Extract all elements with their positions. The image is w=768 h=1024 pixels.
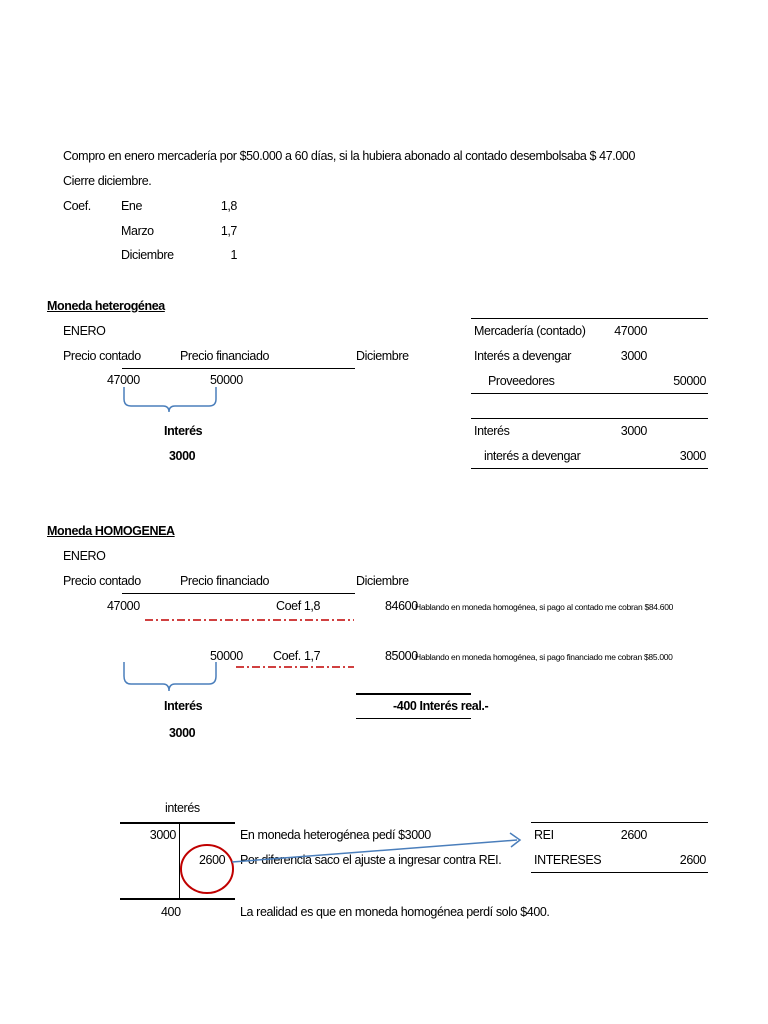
- journal-debit: 47000: [614, 324, 647, 338]
- coef-value: 1,7: [220, 224, 237, 238]
- note-financiado: Hablando en moneda homogénea, si pago financiado me cobran $85.000: [415, 652, 673, 662]
- journal-account: Interés: [474, 424, 510, 438]
- precio-financiado-label: Precio financiado: [180, 349, 270, 363]
- section-title-heterogenea: Moneda heterogénea: [47, 299, 165, 313]
- precio-contado-label: Precio contado: [63, 574, 141, 588]
- t-account-title: interés: [165, 801, 200, 815]
- month-label: ENERO: [63, 549, 106, 563]
- coef-month: Diciembre: [121, 248, 174, 262]
- journal-credit: 50000: [673, 374, 706, 388]
- precio-financiado-label: Precio financiado: [180, 574, 270, 588]
- journal-debit: 3000: [620, 424, 647, 438]
- t-account-debit: 3000: [149, 828, 176, 842]
- interes-value: 3000: [169, 449, 196, 463]
- financiado-value: 50000: [210, 373, 243, 387]
- interes-value: 3000: [169, 726, 196, 740]
- t-account-credit: 2600: [199, 853, 226, 867]
- interes-label: Interés: [164, 424, 203, 438]
- interest-brace: [124, 662, 216, 691]
- coef-financiado: Coef. 1,7: [273, 649, 321, 663]
- journal-debit: 3000: [620, 349, 647, 363]
- diciembre-label: Diciembre: [356, 349, 409, 363]
- month-label: ENERO: [63, 324, 106, 338]
- journal-account: Proveedores: [488, 374, 555, 388]
- contado-value: 47000: [107, 599, 140, 613]
- highlight-circle: [181, 845, 233, 893]
- arrow-to-rei: [232, 840, 517, 862]
- closing-note: Cierre diciembre.: [63, 174, 152, 188]
- coef-value: 1: [230, 248, 237, 262]
- coef-contado: Coef 1,8: [276, 599, 321, 613]
- journal-credit: 2600: [679, 853, 706, 867]
- section-title-homogenea: Moneda HOMOGENEA: [47, 524, 175, 538]
- diciembre-value: 85000: [385, 649, 418, 663]
- coef-month: Marzo: [121, 224, 154, 238]
- diciembre-label: Diciembre: [356, 574, 409, 588]
- t-account-balance: 400: [161, 905, 181, 919]
- interes-real: -400 Interés real.-: [393, 699, 489, 713]
- journal-account: Interés a devengar: [474, 349, 572, 363]
- explanation-text: Por diferencia saco el ajuste a ingresar contra REI.: [240, 853, 502, 867]
- journal-account: interés a devengar: [484, 449, 581, 463]
- journal-debit: 2600: [620, 828, 647, 842]
- journal-account: REI: [534, 828, 554, 842]
- journal-account: Mercadería (contado): [474, 324, 586, 338]
- interes-label: Interés: [164, 699, 203, 713]
- explanation-text: En moneda heterogénea pedí $3000: [240, 828, 431, 842]
- interest-brace: [124, 387, 216, 412]
- coef-month: Ene: [121, 199, 143, 213]
- coef-value: 1,8: [220, 199, 237, 213]
- contado-value: 47000: [107, 373, 140, 387]
- explanation-text: La realidad es que en moneda homogénea perdí solo $400.: [240, 905, 550, 919]
- diciembre-value: 84600: [385, 599, 418, 613]
- precio-contado-label: Precio contado: [63, 349, 141, 363]
- problem-statement: Compro en enero mercadería por $50.000 a 60 días, si la hubiera abonado al contado desembolsaba $ 47.000: [63, 149, 636, 163]
- financiado-value: 50000: [210, 649, 243, 663]
- journal-account: INTERESES: [534, 853, 602, 867]
- journal-credit: 3000: [679, 449, 706, 463]
- coef-label: Coef.: [63, 199, 91, 213]
- note-contado: Hablando en moneda homogénea, si pago al contado me cobran $84.600: [415, 602, 674, 612]
